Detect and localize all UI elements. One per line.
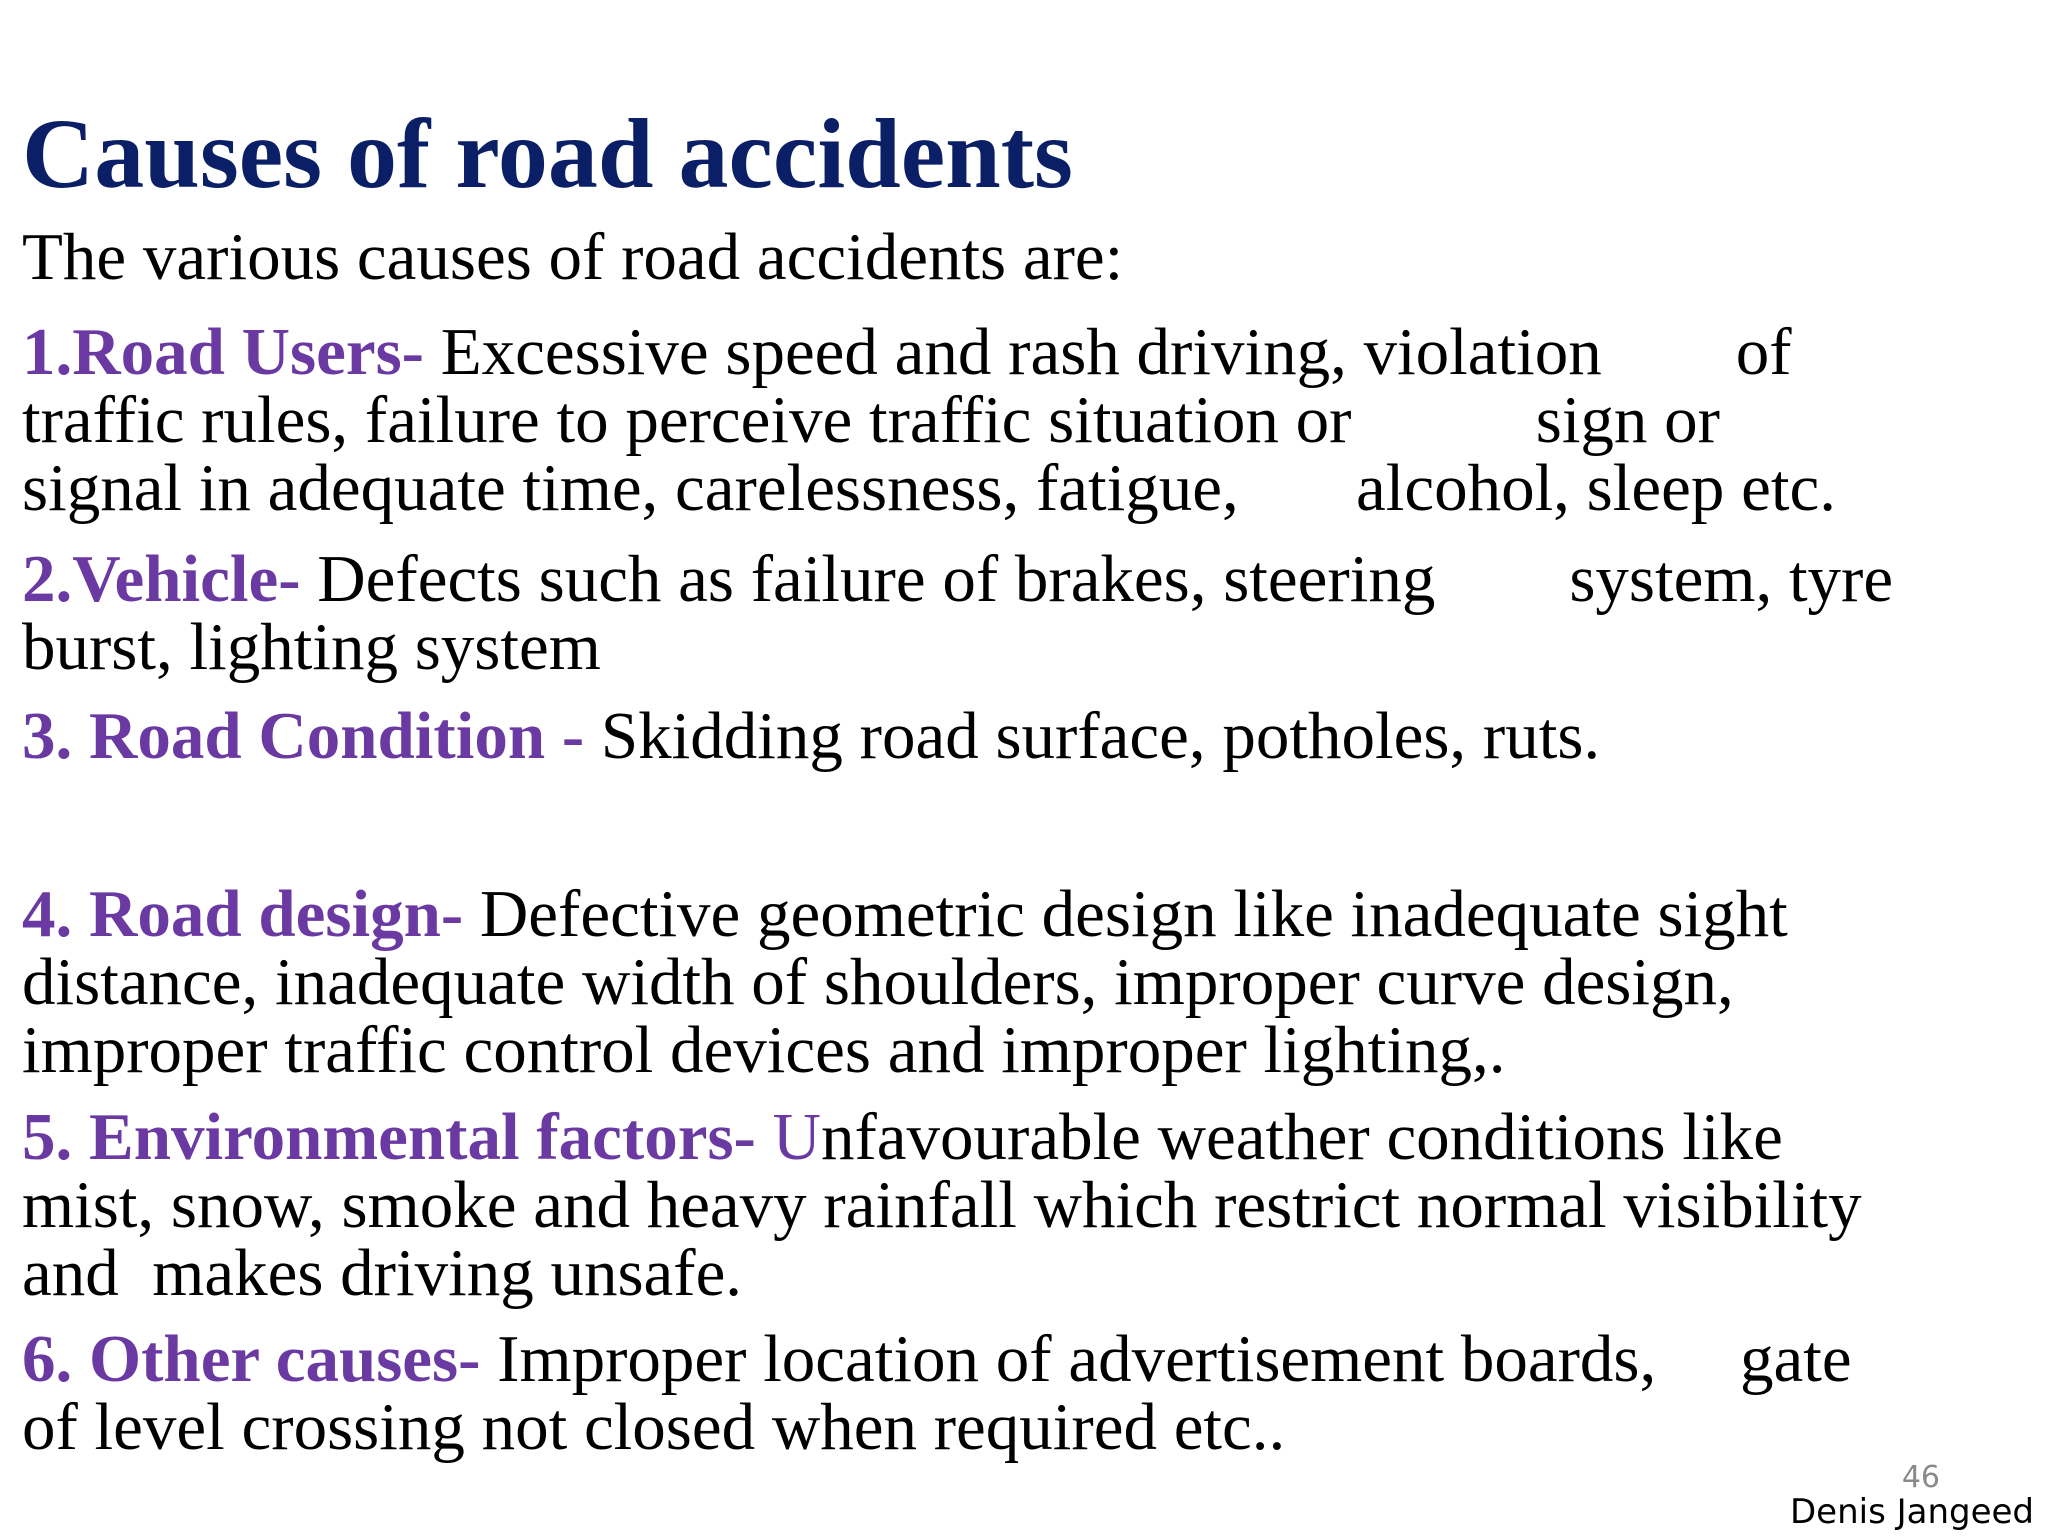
cause-line: burst, lighting system bbox=[22, 610, 601, 684]
cause-heading: 6. Other causes- bbox=[22, 1322, 481, 1396]
author-name: Denis Jangeed bbox=[1789, 1492, 2034, 1532]
cause-heading: 1.Road Users- bbox=[22, 315, 424, 389]
cause-road-design bbox=[22, 877, 1788, 1087]
cause-heading: 2.Vehicle- bbox=[22, 542, 301, 616]
cause-line: mist, snow, smoke and heavy rainfall which restrict normal visibility bbox=[22, 1168, 1862, 1242]
cause-environmental bbox=[22, 1100, 1862, 1310]
cause-line bbox=[22, 877, 1788, 951]
cause-text: Excessive speed and rash driving, violation of bbox=[423, 315, 1792, 389]
cause-line bbox=[22, 699, 1601, 773]
slide-title: Causes of road accidents bbox=[22, 98, 1073, 209]
cause-heading: 4. Road design- bbox=[22, 877, 464, 951]
cause-other bbox=[22, 1322, 1852, 1464]
cause-line bbox=[22, 1100, 1862, 1174]
cause-line: distance, inadequate width of shoulders, improper curve design, bbox=[22, 945, 1734, 1019]
cause-road-users bbox=[22, 315, 1836, 525]
cause-text: Improper location of advertisement boards, gate bbox=[480, 1322, 1852, 1396]
cause-line: traffic rules, failure to perceive traffic situation or sign or bbox=[22, 383, 1720, 457]
cause-line: signal in adequate time, carelessness, fatigue, alcohol, sleep etc. bbox=[22, 451, 1836, 525]
cause-heading: 5. Environmental factors- bbox=[22, 1100, 756, 1174]
cause-line bbox=[22, 315, 1836, 389]
cause-heading-initial: U bbox=[755, 1100, 821, 1174]
cause-line: of level crossing not closed when required etc.. bbox=[22, 1390, 1286, 1464]
page-number: 46 bbox=[1901, 1460, 1940, 1495]
cause-line: and makes driving unsafe. bbox=[22, 1236, 743, 1310]
intro-text: The various causes of road accidents are: bbox=[22, 220, 1124, 294]
cause-road-condition bbox=[22, 699, 1601, 773]
cause-line: improper traffic control devices and improper lighting,. bbox=[22, 1013, 1506, 1087]
cause-text: nfavourable weather conditions like bbox=[820, 1100, 1783, 1174]
cause-text: Skidding road surface, potholes, ruts. bbox=[584, 699, 1601, 773]
cause-heading: 3. Road Condition - bbox=[22, 699, 585, 773]
cause-text: Defects such as failure of brakes, steering system, tyre bbox=[300, 542, 1894, 616]
cause-text: Defective geometric design like inadequate sight bbox=[463, 877, 1788, 951]
cause-line bbox=[22, 1322, 1852, 1396]
cause-vehicle bbox=[22, 542, 1894, 684]
cause-line bbox=[22, 542, 1894, 616]
